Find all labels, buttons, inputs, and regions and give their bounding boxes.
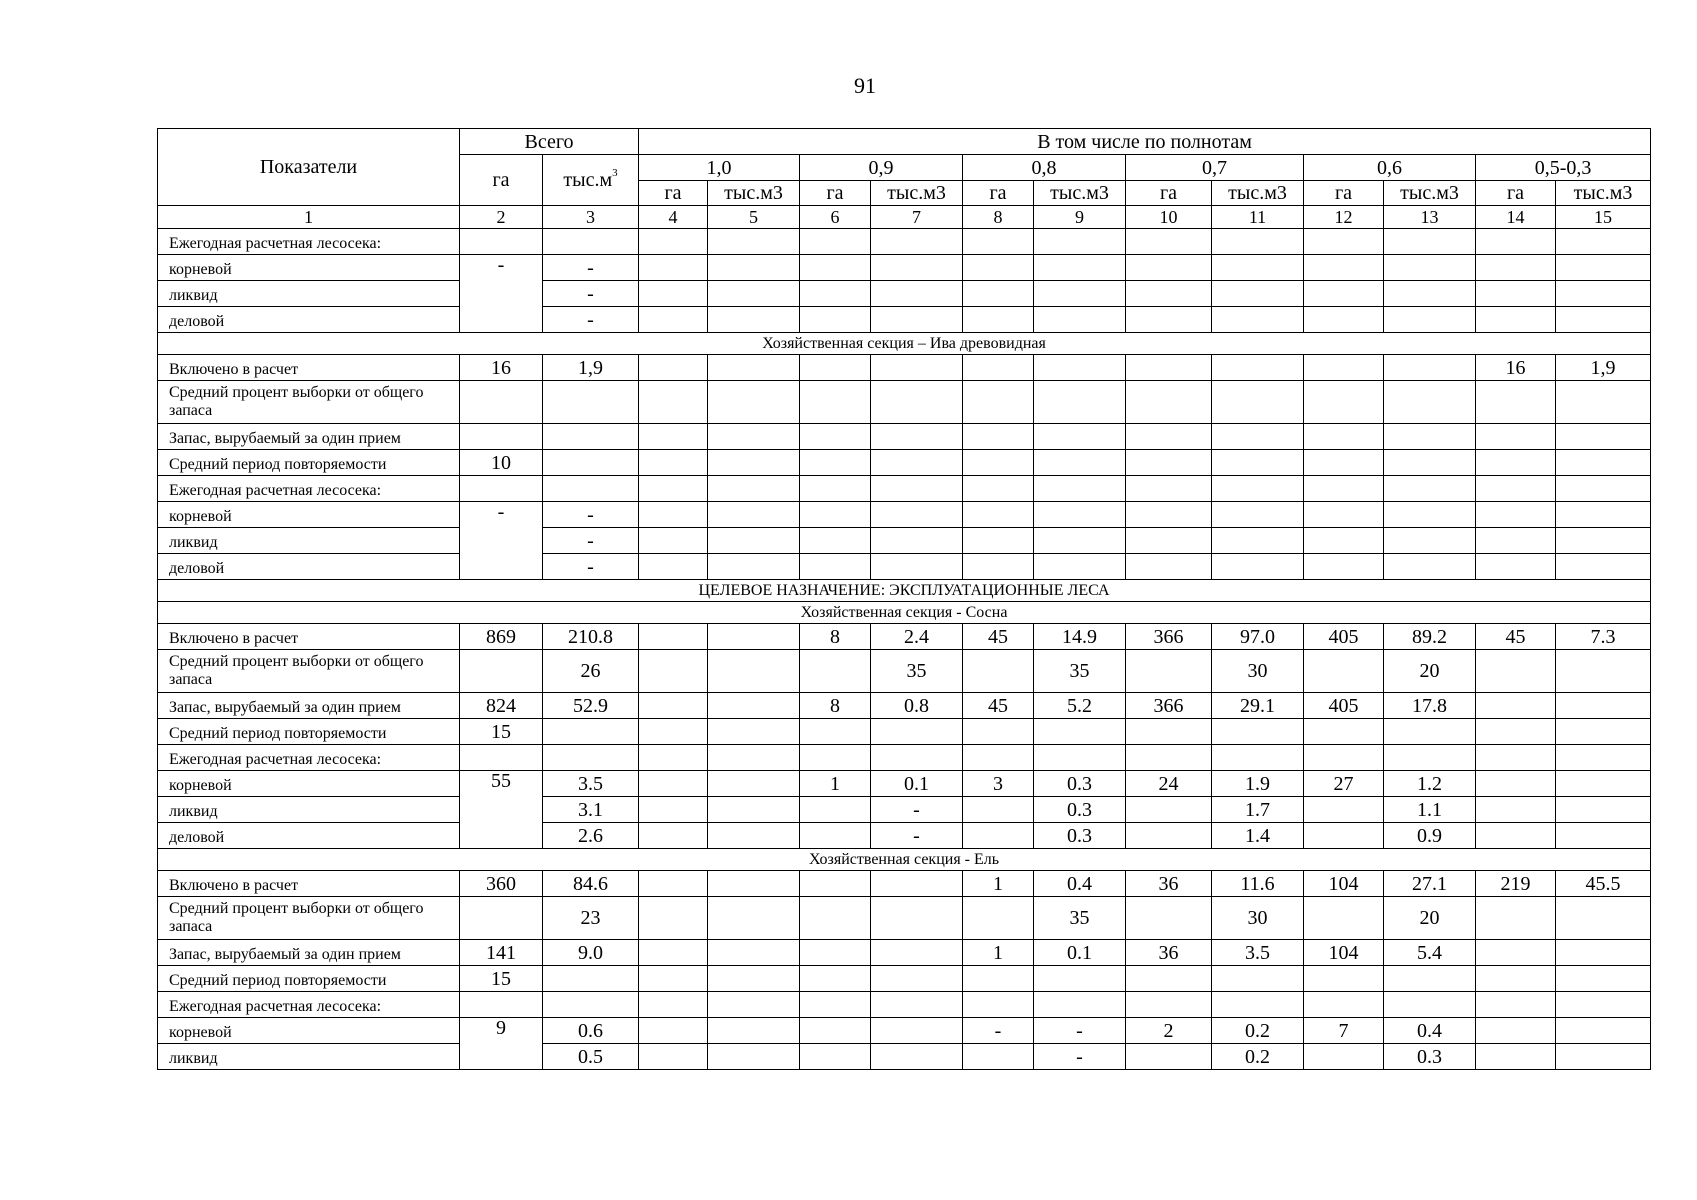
cell-value: 1 xyxy=(800,771,871,797)
cell-value xyxy=(639,823,708,849)
cell-value xyxy=(1126,1044,1212,1070)
column-number: 10 xyxy=(1126,206,1212,229)
cell-value xyxy=(708,871,800,897)
cell-value xyxy=(1556,797,1651,823)
page-number: 91 xyxy=(854,73,876,98)
cell-value: 3.5 xyxy=(543,771,639,797)
table-row xyxy=(158,528,1651,554)
cell-value: - xyxy=(963,1018,1034,1044)
table-row xyxy=(158,355,1651,381)
table-header xyxy=(158,129,1651,229)
header-total: Всего xyxy=(460,129,639,155)
cell-value: 1.9 xyxy=(1212,771,1304,797)
forest-cut-table xyxy=(157,128,1651,1070)
table-row xyxy=(158,745,1651,771)
cell-value: 0.6 xyxy=(543,1018,639,1044)
table-row xyxy=(158,719,1651,745)
cell-value: 405 xyxy=(1304,624,1384,650)
table-row xyxy=(158,476,1651,502)
cell-value xyxy=(708,624,800,650)
cell-value: 45 xyxy=(963,693,1034,719)
cell-value xyxy=(1304,1044,1384,1070)
table-row xyxy=(158,624,1651,650)
cell-value: 219 xyxy=(1476,871,1556,897)
cell-value xyxy=(1476,823,1556,849)
header-volume: тыс.м3 xyxy=(1034,181,1126,206)
cell-value xyxy=(1476,797,1556,823)
row-label-root: корневой xyxy=(158,255,460,281)
cell-value: 23 xyxy=(543,897,639,940)
row-label-avg-percent: Средний процент выборки от общего запаса xyxy=(158,897,460,940)
header-density-0-8: 0,8 xyxy=(963,155,1126,181)
section-pine xyxy=(158,580,1651,849)
row-label-root: корневой xyxy=(158,771,460,797)
table-row xyxy=(158,823,1651,849)
cell-value: 1 xyxy=(963,871,1034,897)
header-ha: га xyxy=(639,181,708,206)
cell-value: 0.4 xyxy=(1384,1018,1476,1044)
cell-value xyxy=(800,650,871,693)
cell-value xyxy=(963,1044,1034,1070)
table-row xyxy=(158,502,1651,528)
section-title: Хозяйственная секция - Сосна xyxy=(158,602,1651,624)
cell-value: - xyxy=(543,281,639,307)
cell-value xyxy=(639,897,708,940)
cell-value: 2.4 xyxy=(871,624,963,650)
header-total-volume: $тыс.м^3$ xyxy=(543,155,639,206)
cell-value xyxy=(460,897,543,940)
cell-value: 0.5 xyxy=(543,1044,639,1070)
cell-value xyxy=(1304,897,1384,940)
cell-value: 8 xyxy=(800,624,871,650)
cell-value: 405 xyxy=(1304,693,1384,719)
cell-value xyxy=(871,1044,963,1070)
table-row xyxy=(158,1044,1651,1070)
cell-value: 20 xyxy=(1384,897,1476,940)
row-label-avg-period: Средний период повторяемости xyxy=(158,719,460,745)
column-number: 3 xyxy=(543,206,639,229)
table-row xyxy=(158,693,1651,719)
cell-value: 36 xyxy=(1126,871,1212,897)
cell-value: - xyxy=(1034,1044,1126,1070)
cell-value xyxy=(708,823,800,849)
row-label-liquid: ликвид xyxy=(158,528,460,554)
row-label-included: Включено в расчет xyxy=(158,624,460,650)
row-label-liquid: ликвид xyxy=(158,281,460,307)
cell-value: 8 xyxy=(800,693,871,719)
cell-value: 3 xyxy=(963,771,1034,797)
cell-value: - xyxy=(1034,1018,1126,1044)
column-number: 13 xyxy=(1384,206,1476,229)
cell-value xyxy=(639,1018,708,1044)
header-volume: тыс.м3 xyxy=(708,181,800,206)
cell-value: 27.1 xyxy=(1384,871,1476,897)
cell-value xyxy=(1304,823,1384,849)
cell-value: 0.3 xyxy=(1034,771,1126,797)
cell-value: 1.7 xyxy=(1212,797,1304,823)
cell-value: 55 xyxy=(460,771,543,849)
cell-value: - xyxy=(543,528,639,554)
cell-value: 36 xyxy=(1126,940,1212,966)
table-row xyxy=(158,1018,1651,1044)
cell-value: 824 xyxy=(460,693,543,719)
cell-value: 0.9 xyxy=(1384,823,1476,849)
cell-value: 1.2 xyxy=(1384,771,1476,797)
cell-value xyxy=(1476,897,1556,940)
column-number: 12 xyxy=(1304,206,1384,229)
cell-value xyxy=(1556,897,1651,940)
cell-value xyxy=(708,693,800,719)
cell-value: 1,9 xyxy=(1556,355,1651,381)
table-row xyxy=(158,281,1651,307)
cell-value: 29.1 xyxy=(1212,693,1304,719)
cell-value xyxy=(1556,1044,1651,1070)
cell-value xyxy=(1304,650,1384,693)
cell-value xyxy=(639,650,708,693)
row-label-avg-percent: Средний процент выборки от общего запаса xyxy=(158,381,460,424)
header-ha: га xyxy=(963,181,1034,206)
cell-value xyxy=(639,940,708,966)
row-label-annual-cut: Ежегодная расчетная лесосека: xyxy=(158,992,460,1018)
row-label-commercial: деловой xyxy=(158,823,460,849)
column-number: 15 xyxy=(1556,206,1651,229)
cell-value: 9 xyxy=(460,1018,543,1070)
table-row xyxy=(158,229,1651,255)
cell-value: 0.1 xyxy=(871,771,963,797)
cell-value: 97.0 xyxy=(1212,624,1304,650)
cell-value: 2.6 xyxy=(543,823,639,849)
table-row xyxy=(158,450,1651,476)
cell-value xyxy=(1476,693,1556,719)
cell-value: - xyxy=(543,502,639,528)
cell-value xyxy=(871,1018,963,1044)
cell-value: - xyxy=(543,554,639,580)
cell-value: 141 xyxy=(460,940,543,966)
cell-value xyxy=(1126,897,1212,940)
column-number: 4 xyxy=(639,206,708,229)
cell-value xyxy=(1126,797,1212,823)
cell-value: 9.0 xyxy=(543,940,639,966)
cell-value: 24 xyxy=(1126,771,1212,797)
cell-value xyxy=(871,871,963,897)
cell-value xyxy=(708,1018,800,1044)
cell-value xyxy=(963,823,1034,849)
column-number: 7 xyxy=(871,206,963,229)
cell-value xyxy=(1126,823,1212,849)
cell-value: 366 xyxy=(1126,624,1212,650)
cell-value xyxy=(639,797,708,823)
header-total-ha: га xyxy=(460,155,543,206)
cell-value: - xyxy=(543,255,639,281)
cell-value: 869 xyxy=(460,624,543,650)
cell-value: 3.1 xyxy=(543,797,639,823)
cell-value: 20 xyxy=(1384,650,1476,693)
cell-value xyxy=(800,823,871,849)
cell-value: 366 xyxy=(1126,693,1212,719)
table-row xyxy=(158,771,1651,797)
cell-value xyxy=(460,650,543,693)
cell-value xyxy=(1556,693,1651,719)
cell-value: 210.8 xyxy=(543,624,639,650)
cell-value: - xyxy=(460,255,543,333)
cell-value xyxy=(708,771,800,797)
cell-value: 104 xyxy=(1304,871,1384,897)
cell-value: 0.3 xyxy=(1384,1044,1476,1070)
cell-value xyxy=(800,940,871,966)
cell-value: 1.1 xyxy=(1384,797,1476,823)
cell-value: 0.2 xyxy=(1212,1044,1304,1070)
continued-annual-cut xyxy=(158,229,1651,333)
column-number: 2 xyxy=(460,206,543,229)
cell-value: 0.2 xyxy=(1212,1018,1304,1044)
row-label-avg-period: Средний период повторяемости xyxy=(158,966,460,992)
table-row xyxy=(158,307,1651,333)
cell-value: 360 xyxy=(460,871,543,897)
header-density-0-5-0-3: 0,5-0,3 xyxy=(1476,155,1651,181)
cell-value xyxy=(639,871,708,897)
table-row xyxy=(158,940,1651,966)
cell-value: 27 xyxy=(1304,771,1384,797)
cell-value xyxy=(1556,940,1651,966)
row-label-annual-cut: Ежегодная расчетная лесосека: xyxy=(158,229,460,255)
table-row xyxy=(158,650,1651,693)
table-row xyxy=(158,424,1651,450)
cell-value: 45 xyxy=(963,624,1034,650)
row-label-included: Включено в расчет xyxy=(158,871,460,897)
table-row xyxy=(158,381,1651,424)
row-label-root: корневой xyxy=(158,1018,460,1044)
row-label-commercial: деловой xyxy=(158,307,460,333)
header-volume: тыс.м3 xyxy=(1384,181,1476,206)
cell-value xyxy=(1476,940,1556,966)
header-density-0-7: 0,7 xyxy=(1126,155,1304,181)
cell-value xyxy=(963,650,1034,693)
table-row xyxy=(158,871,1651,897)
section-title: Хозяйственная секция – Ива древовидная xyxy=(158,333,1651,355)
cell-value: 5.4 xyxy=(1384,940,1476,966)
cell-value xyxy=(1476,1044,1556,1070)
cell-value xyxy=(639,1044,708,1070)
column-number: 9 xyxy=(1034,206,1126,229)
cell-value: 45 xyxy=(1476,624,1556,650)
cell-value: 0.1 xyxy=(1034,940,1126,966)
section-willow xyxy=(158,333,1651,580)
cell-value: 15 xyxy=(460,966,543,992)
cell-value xyxy=(708,897,800,940)
row-label-included: Включено в расчет xyxy=(158,355,460,381)
cell-value: 0.3 xyxy=(1034,797,1126,823)
cell-value: 17.8 xyxy=(1384,693,1476,719)
table-row xyxy=(158,897,1651,940)
column-number: 6 xyxy=(800,206,871,229)
cell-value xyxy=(639,693,708,719)
cell-value: 104 xyxy=(1304,940,1384,966)
cell-value: 7.3 xyxy=(1556,624,1651,650)
cell-value xyxy=(871,897,963,940)
header-ha: га xyxy=(1126,181,1212,206)
cell-value: 11.6 xyxy=(1212,871,1304,897)
column-number: 8 xyxy=(963,206,1034,229)
purpose-title: ЦЕЛЕВОЕ НАЗНАЧЕНИЕ: ЭКСПЛУАТАЦИОННЫЕ ЛЕСА xyxy=(158,580,1651,602)
cell-value: 1,9 xyxy=(543,355,639,381)
cell-value: 0.8 xyxy=(871,693,963,719)
cell-value xyxy=(871,940,963,966)
cell-value: 45.5 xyxy=(1556,871,1651,897)
cell-value xyxy=(800,897,871,940)
table-row xyxy=(158,966,1651,992)
cell-value xyxy=(800,1018,871,1044)
column-number: 1 xyxy=(158,206,460,229)
row-label-root: корневой xyxy=(158,502,460,528)
cell-value xyxy=(639,624,708,650)
cell-value: - xyxy=(871,823,963,849)
header-density-1-0: 1,0 xyxy=(639,155,800,181)
header-volume: тыс.м3 xyxy=(1556,181,1651,206)
cell-value xyxy=(708,940,800,966)
cell-value: 52.9 xyxy=(543,693,639,719)
cell-value xyxy=(800,1044,871,1070)
cell-value xyxy=(800,871,871,897)
table-row xyxy=(158,554,1651,580)
table-row xyxy=(158,255,1651,281)
row-label-commercial: деловой xyxy=(158,554,460,580)
row-label-stock-per-take: Запас, вырубаемый за один прием xyxy=(158,424,460,450)
cell-value: 15 xyxy=(460,719,543,745)
cell-value xyxy=(1556,771,1651,797)
cell-value: 89.2 xyxy=(1384,624,1476,650)
cell-value xyxy=(1476,1018,1556,1044)
cell-value: 84.6 xyxy=(543,871,639,897)
cell-value: 5.2 xyxy=(1034,693,1126,719)
cell-value: - xyxy=(460,502,543,580)
header-ha: га xyxy=(1304,181,1384,206)
row-label-liquid: ликвид xyxy=(158,797,460,823)
cell-value xyxy=(963,897,1034,940)
cell-value xyxy=(639,771,708,797)
cell-value: 2 xyxy=(1126,1018,1212,1044)
cell-value: 35 xyxy=(1034,650,1126,693)
cell-value: 30 xyxy=(1212,897,1304,940)
cell-value xyxy=(1126,650,1212,693)
row-label-liquid: ликвид xyxy=(158,1044,460,1070)
cell-value xyxy=(963,797,1034,823)
cell-value: 3.5 xyxy=(1212,940,1304,966)
cell-value: 14.9 xyxy=(1034,624,1126,650)
cell-value: - xyxy=(543,307,639,333)
header-volume: тыс.м3 xyxy=(1212,181,1304,206)
cell-value: 7 xyxy=(1304,1018,1384,1044)
column-number: 11 xyxy=(1212,206,1304,229)
column-number: 5 xyxy=(708,206,800,229)
row-label-avg-percent: Средний процент выборки от общего запаса xyxy=(158,650,460,693)
table-row xyxy=(158,797,1651,823)
row-label-stock-per-take: Запас, вырубаемый за один прием xyxy=(158,693,460,719)
cell-value: 10 xyxy=(460,450,543,476)
column-number: 14 xyxy=(1476,206,1556,229)
header-indicators: Показатели xyxy=(158,129,460,206)
section-spruce xyxy=(158,849,1651,1070)
header-density-0-9: 0,9 xyxy=(800,155,963,181)
header-by-density: В том числе по полнотам xyxy=(639,129,1651,155)
cell-value: 35 xyxy=(1034,897,1126,940)
cell-value xyxy=(1304,797,1384,823)
cell-value: - xyxy=(871,797,963,823)
cell-value: 30 xyxy=(1212,650,1304,693)
cell-value xyxy=(708,650,800,693)
cell-value: 35 xyxy=(871,650,963,693)
cell-value xyxy=(1476,650,1556,693)
cell-value: 16 xyxy=(1476,355,1556,381)
cell-value xyxy=(708,1044,800,1070)
header-ha: га xyxy=(800,181,871,206)
row-label-stock-per-take: Запас, вырубаемый за один прием xyxy=(158,940,460,966)
cell-value: 1.4 xyxy=(1212,823,1304,849)
header-ha: га xyxy=(1476,181,1556,206)
cell-value xyxy=(1556,1018,1651,1044)
row-label-annual-cut: Ежегодная расчетная лесосека: xyxy=(158,745,460,771)
cell-value xyxy=(1556,650,1651,693)
cell-value xyxy=(708,797,800,823)
row-label-avg-period: Средний период повторяемости xyxy=(158,450,460,476)
row-label-annual-cut: Ежегодная расчетная лесосека: xyxy=(158,476,460,502)
cell-value: 0.4 xyxy=(1034,871,1126,897)
cell-value: 26 xyxy=(543,650,639,693)
cell-value xyxy=(1476,771,1556,797)
header-volume: тыс.м3 xyxy=(871,181,963,206)
cell-value: 16 xyxy=(460,355,543,381)
section-title: Хозяйственная секция - Ель xyxy=(158,849,1651,871)
cell-value xyxy=(800,797,871,823)
cell-value xyxy=(1556,823,1651,849)
cell-value: 0.3 xyxy=(1034,823,1126,849)
header-density-0-6: 0,6 xyxy=(1304,155,1476,181)
cell-value: 1 xyxy=(963,940,1034,966)
table-row xyxy=(158,992,1651,1018)
